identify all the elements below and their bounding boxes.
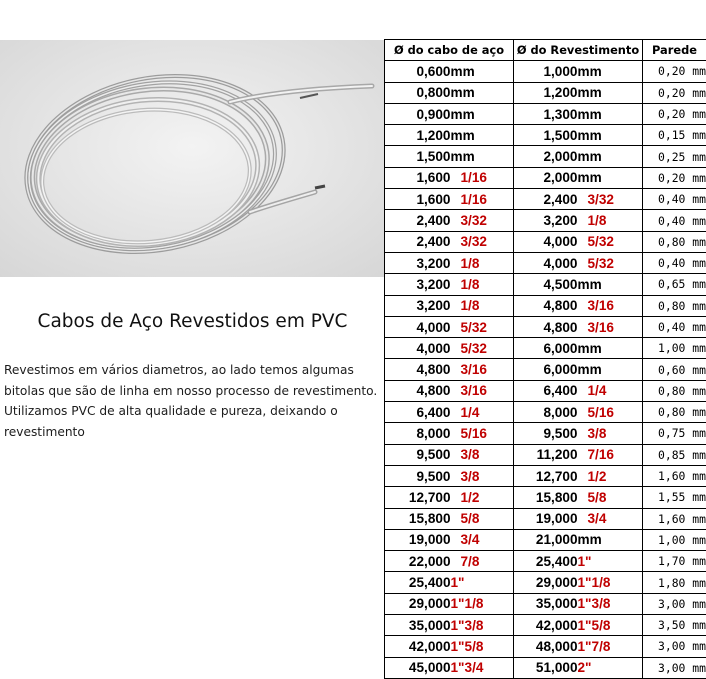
cable-diameter: 9,500: [385, 444, 451, 465]
cable-unit: 3/16: [451, 359, 514, 380]
coating-unit: 1"7/8: [578, 636, 643, 657]
coating-unit: 1"1/8: [578, 572, 643, 593]
cable-unit: 1/8: [451, 252, 514, 273]
coating-unit: 1": [578, 551, 643, 572]
cable-diameter: 3,200: [385, 274, 451, 295]
cable-diameter: 6,400: [385, 402, 451, 423]
wall-thickness: 0,80 mm: [643, 295, 706, 316]
cable-unit: 5/32: [451, 338, 514, 359]
cable-diameter: 4,800: [385, 359, 451, 380]
cable-unit: 1/4: [451, 402, 514, 423]
wall-thickness: 1,00 mm: [643, 338, 706, 359]
cable-diameter: 15,800: [385, 508, 451, 529]
cable-unit: 1/8: [451, 274, 514, 295]
coating-diameter: 29,000: [514, 572, 578, 593]
coating-unit: mm: [578, 359, 643, 380]
wall-thickness: 0,75 mm: [643, 423, 706, 444]
coating-unit: 1"3/8: [578, 593, 643, 614]
cable-unit: 7/8: [451, 551, 514, 572]
wall-thickness: 1,55 mm: [643, 487, 706, 508]
cable-unit: 3/4: [451, 529, 514, 550]
table-row: [385, 61, 706, 82]
coating-unit: 3/16: [578, 316, 643, 337]
cable-diameter: 29,000: [385, 593, 451, 614]
coating-unit: 1"5/8: [578, 615, 643, 636]
coating-unit: mm: [578, 146, 643, 167]
coating-diameter: 4,500: [514, 274, 578, 295]
coating-unit: 3/16: [578, 295, 643, 316]
cable-unit: 3/32: [451, 210, 514, 231]
page-title: Cabos de Aço Revestidos em PVC: [0, 311, 385, 332]
coating-diameter: 15,800: [514, 487, 578, 508]
wall-thickness: 0,65 mm: [643, 274, 706, 295]
table-row: [385, 82, 706, 103]
cable-diameter: 1,600: [385, 189, 451, 210]
cable-diameter: 45,000: [385, 657, 451, 678]
cable-diameter: 1,600: [385, 167, 451, 188]
cable-unit: mm: [451, 82, 514, 103]
cable-unit: 1/16: [451, 167, 514, 188]
coating-diameter: 4,000: [514, 231, 578, 252]
cable-unit: 1"5/8: [451, 636, 514, 657]
coating-unit: 1/8: [578, 210, 643, 231]
coating-unit: 5/32: [578, 231, 643, 252]
cable-unit: 1"1/8: [451, 593, 514, 614]
coating-diameter: 11,200: [514, 444, 578, 465]
wall-thickness: 0,20 mm: [643, 82, 706, 103]
table-row: [385, 465, 706, 486]
wall-thickness: 0,20 mm: [643, 61, 706, 82]
wall-thickness: 1,00 mm: [643, 529, 706, 550]
coating-unit: 5/16: [578, 402, 643, 423]
table-row: [385, 210, 706, 231]
wall-thickness: 0,25 mm: [643, 146, 706, 167]
cable-photo: [0, 40, 385, 277]
coating-unit: mm: [578, 167, 643, 188]
coating-diameter: 1,300: [514, 103, 578, 124]
wall-thickness: 1,80 mm: [643, 572, 706, 593]
table-row: [385, 657, 706, 678]
coating-diameter: 8,000: [514, 402, 578, 423]
coating-diameter: 6,000: [514, 338, 578, 359]
coating-diameter: 1,500: [514, 125, 578, 146]
cable-unit: 3/32: [451, 231, 514, 252]
wall-thickness: 0,40 mm: [643, 210, 706, 231]
table-row: [385, 487, 706, 508]
description: [4, 360, 388, 442]
cable-diameter: 8,000: [385, 423, 451, 444]
coating-unit: mm: [578, 338, 643, 359]
table-row: [385, 402, 706, 423]
wall-thickness: 1,70 mm: [643, 551, 706, 572]
cable-diameter: 1,200: [385, 125, 451, 146]
table-row: [385, 444, 706, 465]
header-cable-diameter: Ø do cabo de aço: [385, 40, 514, 61]
table-row: [385, 359, 706, 380]
coating-unit: 5/8: [578, 487, 643, 508]
cable-unit: 3/8: [451, 465, 514, 486]
cable-unit: 1/2: [451, 487, 514, 508]
coating-unit: mm: [578, 125, 643, 146]
table-header-row: [385, 40, 706, 61]
cable-diameter: 19,000: [385, 529, 451, 550]
cable-unit: 1"3/8: [451, 615, 514, 636]
coating-diameter: 6,400: [514, 380, 578, 401]
cable-diameter: 2,400: [385, 231, 451, 252]
coating-unit: mm: [578, 103, 643, 124]
cable-unit: 1/8: [451, 295, 514, 316]
wall-thickness: 1,60 mm: [643, 465, 706, 486]
wall-thickness: 0,15 mm: [643, 125, 706, 146]
cable-unit: mm: [451, 146, 514, 167]
coating-unit: mm: [578, 529, 643, 550]
coating-diameter: 2,000: [514, 146, 578, 167]
table-row: [385, 125, 706, 146]
cable-diameter: 12,700: [385, 487, 451, 508]
wall-thickness: 3,50 mm: [643, 615, 706, 636]
table-row: [385, 615, 706, 636]
wall-thickness: 0,20 mm: [643, 103, 706, 124]
table-row: [385, 252, 706, 273]
wall-thickness: 0,40 mm: [643, 316, 706, 337]
coating-unit: 1/4: [578, 380, 643, 401]
wall-thickness: 0,60 mm: [643, 359, 706, 380]
coating-diameter: 19,000: [514, 508, 578, 529]
cable-unit: 1": [451, 572, 514, 593]
table-row: [385, 146, 706, 167]
wall-thickness: 0,20 mm: [643, 167, 706, 188]
table-row: [385, 380, 706, 401]
table-body: [385, 61, 706, 679]
table-row: [385, 423, 706, 444]
wall-thickness: 3,00 mm: [643, 636, 706, 657]
wall-thickness: 0,80 mm: [643, 231, 706, 252]
wall-thickness: 0,80 mm: [643, 380, 706, 401]
coating-diameter: 9,500: [514, 423, 578, 444]
table-row: [385, 572, 706, 593]
cable-diameter: 4,800: [385, 380, 451, 401]
table-row: [385, 274, 706, 295]
coating-diameter: 4,800: [514, 295, 578, 316]
description-text: Revestimos em vários diametros, ao lado temos algumas bitolas que são de linha em nosso processo de revestimento. Utilizamos PVC de alta qualidade e pureza, deixando o revestimento: [4, 360, 388, 442]
cable-diameter: 42,000: [385, 636, 451, 657]
table-row: [385, 529, 706, 550]
cable-diameter: 1,500: [385, 146, 451, 167]
coating-diameter: 1,000: [514, 61, 578, 82]
cable-unit: 5/8: [451, 508, 514, 529]
cable-unit: 1"3/4: [451, 657, 514, 678]
table-row: [385, 508, 706, 529]
cable-diameter: 0,900: [385, 103, 451, 124]
table-row: [385, 338, 706, 359]
coating-unit: mm: [578, 61, 643, 82]
coating-diameter: 25,400: [514, 551, 578, 572]
coating-unit: 5/32: [578, 252, 643, 273]
wall-thickness: 0,85 mm: [643, 444, 706, 465]
coating-unit: mm: [578, 82, 643, 103]
cable-diameter: 3,200: [385, 295, 451, 316]
wall-thickness: 3,00 mm: [643, 593, 706, 614]
table-row: [385, 316, 706, 337]
cable-unit: mm: [451, 103, 514, 124]
coating-diameter: 6,000: [514, 359, 578, 380]
coating-unit: 3/4: [578, 508, 643, 529]
cable-diameter: 22,000: [385, 551, 451, 572]
cable-unit: 5/32: [451, 316, 514, 337]
cable-diameter: 3,200: [385, 252, 451, 273]
cable-diameter: 0,600: [385, 61, 451, 82]
cable-diameter: 4,000: [385, 316, 451, 337]
table-row: [385, 636, 706, 657]
coating-diameter: 12,700: [514, 465, 578, 486]
cable-unit: mm: [451, 125, 514, 146]
table-row: [385, 189, 706, 210]
cable-diameter: 0,800: [385, 82, 451, 103]
coating-diameter: 51,000: [514, 657, 578, 678]
table-row: [385, 103, 706, 124]
coating-unit: mm: [578, 274, 643, 295]
cable-unit: 1/16: [451, 189, 514, 210]
coating-unit: 2": [578, 657, 643, 678]
wall-thickness: 1,60 mm: [643, 508, 706, 529]
coating-unit: 3/8: [578, 423, 643, 444]
coating-diameter: 1,200: [514, 82, 578, 103]
cable-diameter: 35,000: [385, 615, 451, 636]
header-wall: Parede: [643, 40, 706, 61]
coating-diameter: 4,800: [514, 316, 578, 337]
coating-diameter: 48,000: [514, 636, 578, 657]
coating-diameter: 21,000: [514, 529, 578, 550]
cable-diameter: 9,500: [385, 465, 451, 486]
cable-spec-table: [384, 39, 706, 679]
wall-thickness: 0,40 mm: [643, 189, 706, 210]
coating-diameter: 2,000: [514, 167, 578, 188]
cable-diameter: 25,400: [385, 572, 451, 593]
cable-diameter: 4,000: [385, 338, 451, 359]
coating-diameter: 35,000: [514, 593, 578, 614]
coating-unit: 3/32: [578, 189, 643, 210]
coating-diameter: 42,000: [514, 615, 578, 636]
cable-unit: 5/16: [451, 423, 514, 444]
table-row: [385, 231, 706, 252]
coating-diameter: 4,000: [514, 252, 578, 273]
cable-diameter: 2,400: [385, 210, 451, 231]
coating-unit: 1/2: [578, 465, 643, 486]
header-coating-diameter: Ø do Revestimento: [514, 40, 643, 61]
table-row: [385, 593, 706, 614]
wall-thickness: 0,40 mm: [643, 252, 706, 273]
cable-unit: mm: [451, 61, 514, 82]
cable-unit: 3/16: [451, 380, 514, 401]
table-row: [385, 167, 706, 188]
cable-unit: 3/8: [451, 444, 514, 465]
coating-diameter: 2,400: [514, 189, 578, 210]
table-row: [385, 551, 706, 572]
coating-diameter: 3,200: [514, 210, 578, 231]
coiled-cable-icon: [0, 40, 385, 277]
table-row: [385, 295, 706, 316]
coating-unit: 7/16: [578, 444, 643, 465]
wall-thickness: 3,00 mm: [643, 657, 706, 678]
wall-thickness: 0,80 mm: [643, 402, 706, 423]
